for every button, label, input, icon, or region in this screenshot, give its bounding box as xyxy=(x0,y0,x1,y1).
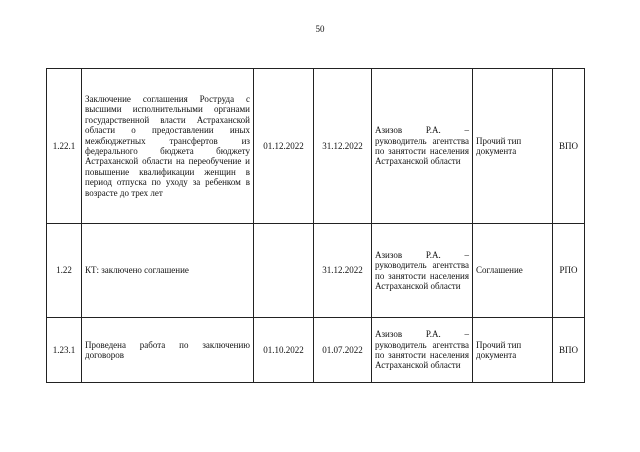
row-description: Заключение соглашения Роструда с высшими исполнительными органами государственной власти Астраханской области о предоставлении иных межбюджетных трансфертов из федерального бюджета бюджету Астраханской области на переобучение и повышение квалификации женщин в период отпуска по уходу за ребенком в возрасте до трех лет xyxy=(82,69,254,224)
table-row xyxy=(47,69,585,224)
row-number: 1.22.1 xyxy=(47,69,82,224)
document-type: Соглашение xyxy=(473,224,553,318)
plan-table xyxy=(46,68,585,383)
table-row xyxy=(47,318,585,383)
start-date: 01.12.2022 xyxy=(254,69,314,224)
row-number: 1.23.1 xyxy=(47,318,82,383)
document-type: Прочий тип документа xyxy=(473,69,553,224)
responsible-person: Азизов Р.А. – руководитель агентства по занятости населения Астраханской области xyxy=(372,318,473,383)
document-type: Прочий тип документа xyxy=(473,318,553,383)
row-description: Проведена работа по заключению договоров xyxy=(82,318,254,383)
level-code: ВПО xyxy=(553,318,585,383)
level-code: ВПО xyxy=(553,69,585,224)
end-date: 31.12.2022 xyxy=(314,69,372,224)
table-row xyxy=(47,224,585,318)
row-description: КТ: заключено соглашение xyxy=(82,224,254,318)
responsible-person: Азизов Р.А. – руководитель агентства по занятости населения Астраханской области xyxy=(372,224,473,318)
end-date: 01.07.2022 xyxy=(314,318,372,383)
page-number: 50 xyxy=(315,24,325,34)
start-date: 01.10.2022 xyxy=(254,318,314,383)
start-date xyxy=(254,224,314,318)
row-number: 1.22 xyxy=(47,224,82,318)
end-date: 31.12.2022 xyxy=(314,224,372,318)
responsible-person: Азизов Р.А. – руководитель агентства по занятости населения Астраханской области xyxy=(372,69,473,224)
level-code: РПО xyxy=(553,224,585,318)
